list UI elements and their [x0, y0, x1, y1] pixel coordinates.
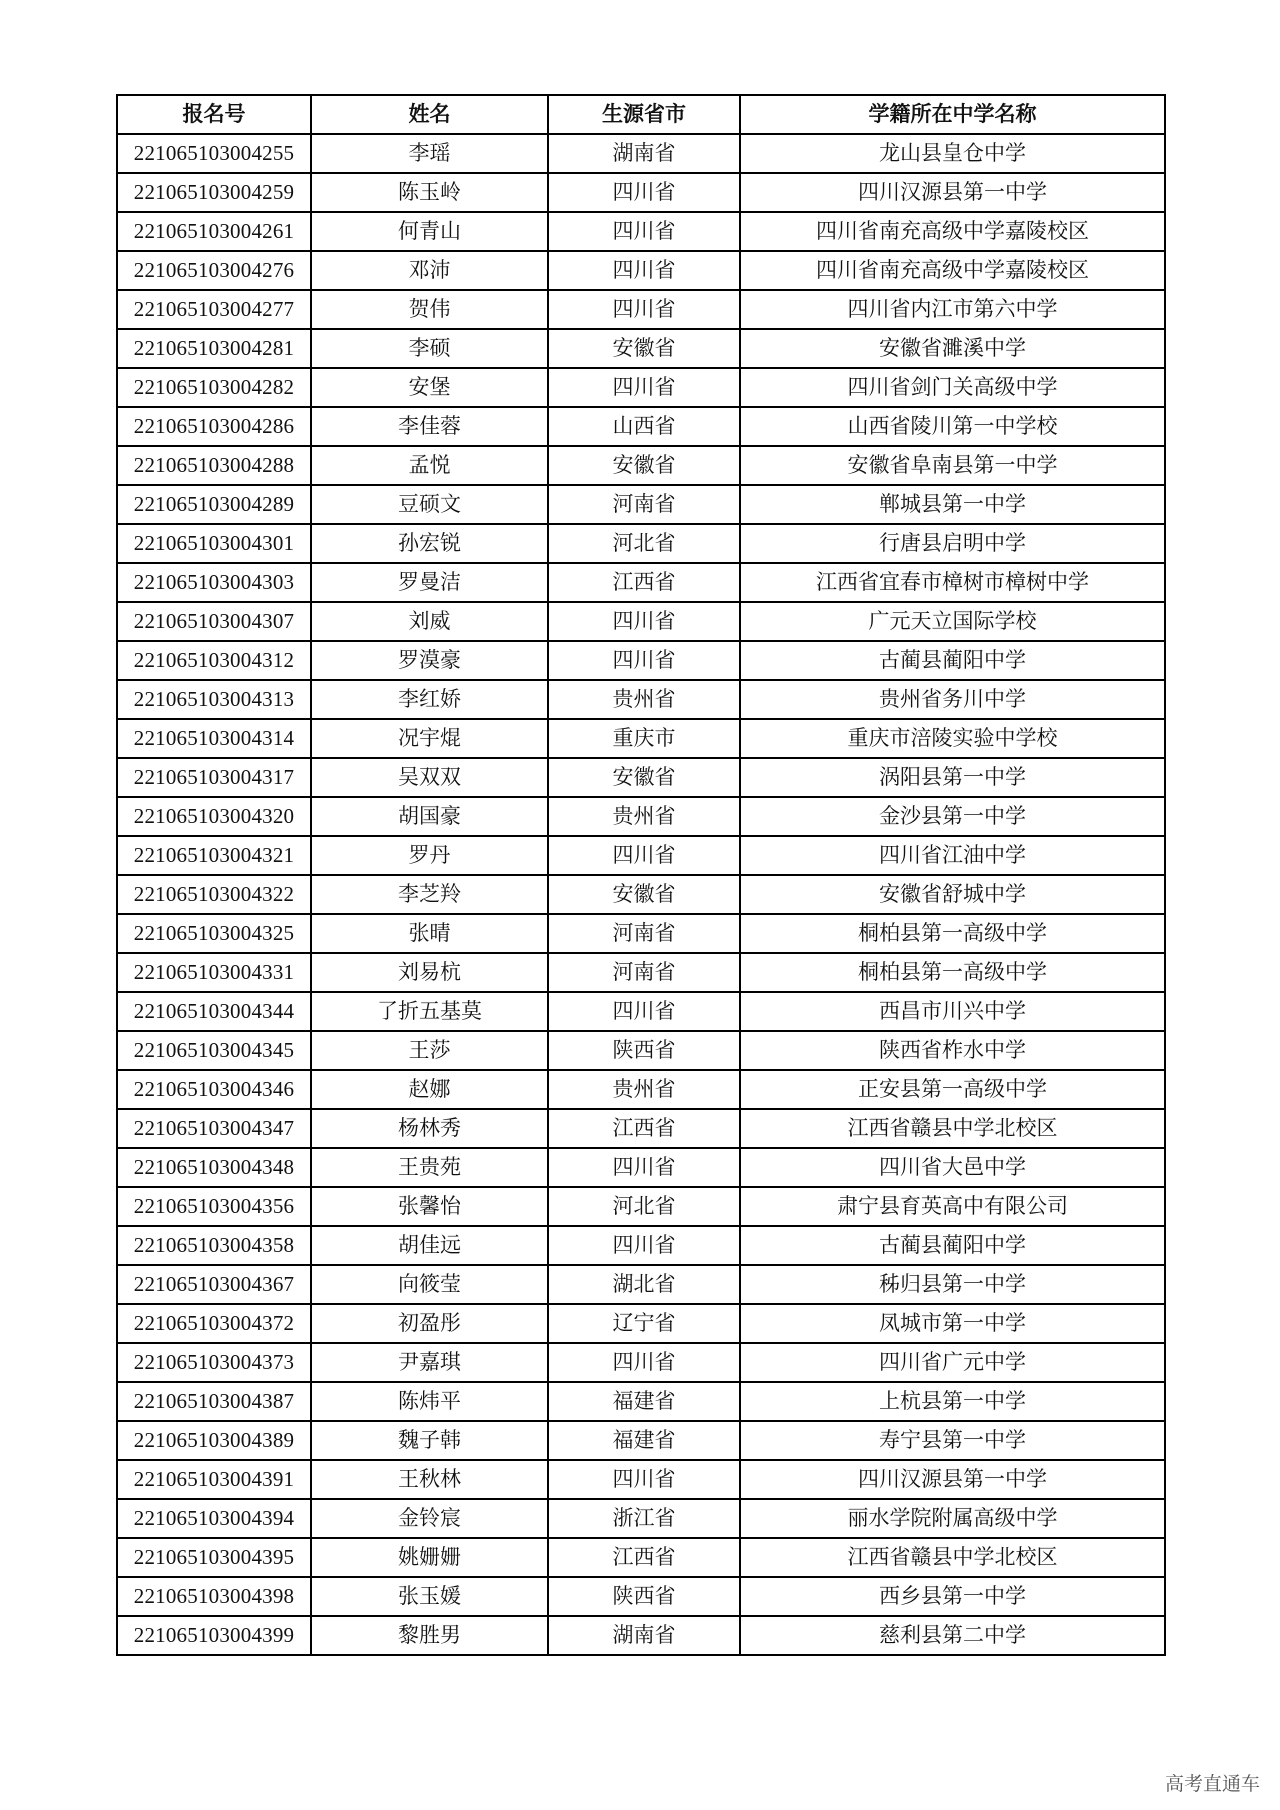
registration-number-cell: 221065103004314 — [117, 719, 311, 758]
table-row — [117, 212, 1165, 251]
table-row — [117, 758, 1165, 797]
table-row — [117, 446, 1165, 485]
table-row — [117, 524, 1165, 563]
name-cell: 金铃宸 — [311, 1499, 548, 1538]
table-row — [117, 875, 1165, 914]
province-cell: 四川省 — [548, 641, 740, 680]
registration-number-cell: 221065103004394 — [117, 1499, 311, 1538]
header-registration-number: 报名号 — [117, 95, 311, 134]
table-row — [117, 407, 1165, 446]
name-cell: 尹嘉琪 — [311, 1343, 548, 1382]
school-cell: 江西省赣县中学北校区 — [740, 1109, 1165, 1148]
registration-number-cell: 221065103004344 — [117, 992, 311, 1031]
header-province: 生源省市 — [548, 95, 740, 134]
province-cell: 四川省 — [548, 1343, 740, 1382]
province-cell: 福建省 — [548, 1382, 740, 1421]
table-row — [117, 1265, 1165, 1304]
province-cell: 安徽省 — [548, 875, 740, 914]
name-cell: 李芝羚 — [311, 875, 548, 914]
registration-number-cell: 221065103004320 — [117, 797, 311, 836]
province-cell: 河南省 — [548, 914, 740, 953]
registration-number-cell: 221065103004398 — [117, 1577, 311, 1616]
province-cell: 四川省 — [548, 992, 740, 1031]
registration-number-cell: 221065103004348 — [117, 1148, 311, 1187]
registration-number-cell: 221065103004281 — [117, 329, 311, 368]
name-cell: 王秋林 — [311, 1460, 548, 1499]
registration-number-cell: 221065103004345 — [117, 1031, 311, 1070]
province-cell: 贵州省 — [548, 797, 740, 836]
school-cell: 桐柏县第一高级中学 — [740, 914, 1165, 953]
table-row — [117, 797, 1165, 836]
table-row — [117, 1187, 1165, 1226]
school-cell: 古蔺县蔺阳中学 — [740, 641, 1165, 680]
admission-list-sheet — [116, 94, 1164, 1656]
registration-number-cell: 221065103004259 — [117, 173, 311, 212]
name-cell: 刘威 — [311, 602, 548, 641]
registration-number-cell: 221065103004261 — [117, 212, 311, 251]
name-cell: 杨林秀 — [311, 1109, 548, 1148]
province-cell: 四川省 — [548, 212, 740, 251]
province-cell: 重庆市 — [548, 719, 740, 758]
registration-number-cell: 221065103004255 — [117, 134, 311, 173]
table-row — [117, 641, 1165, 680]
school-cell: 慈利县第二中学 — [740, 1616, 1165, 1655]
table-row — [117, 485, 1165, 524]
table-body — [117, 134, 1165, 1655]
school-cell: 江西省宜春市樟树市樟树中学 — [740, 563, 1165, 602]
name-cell: 罗曼洁 — [311, 563, 548, 602]
school-cell: 四川省江油中学 — [740, 836, 1165, 875]
school-cell: 四川汉源县第一中学 — [740, 1460, 1165, 1499]
province-cell: 陕西省 — [548, 1577, 740, 1616]
registration-number-cell: 221065103004389 — [117, 1421, 311, 1460]
school-cell: 秭归县第一中学 — [740, 1265, 1165, 1304]
province-cell: 河南省 — [548, 953, 740, 992]
school-cell: 行唐县启明中学 — [740, 524, 1165, 563]
school-cell: 寿宁县第一中学 — [740, 1421, 1165, 1460]
registration-number-cell: 221065103004312 — [117, 641, 311, 680]
province-cell: 四川省 — [548, 368, 740, 407]
school-cell: 涡阳县第一中学 — [740, 758, 1165, 797]
registration-number-cell: 221065103004331 — [117, 953, 311, 992]
table-row — [117, 1499, 1165, 1538]
name-cell: 黎胜男 — [311, 1616, 548, 1655]
table-row — [117, 1538, 1165, 1577]
registration-number-cell: 221065103004395 — [117, 1538, 311, 1577]
school-cell: 贵州省务川中学 — [740, 680, 1165, 719]
watermark: 高考直通车 — [1164, 1773, 1260, 1795]
registration-number-cell: 221065103004321 — [117, 836, 311, 875]
province-cell: 四川省 — [548, 290, 740, 329]
table-row — [117, 1226, 1165, 1265]
name-cell: 张玉媛 — [311, 1577, 548, 1616]
school-cell: 桐柏县第一高级中学 — [740, 953, 1165, 992]
table-row — [117, 1382, 1165, 1421]
province-cell: 福建省 — [548, 1421, 740, 1460]
table-row — [117, 1109, 1165, 1148]
school-cell: 西乡县第一中学 — [740, 1577, 1165, 1616]
school-cell: 四川汉源县第一中学 — [740, 173, 1165, 212]
registration-number-cell: 221065103004387 — [117, 1382, 311, 1421]
table-row — [117, 134, 1165, 173]
name-cell: 刘易杭 — [311, 953, 548, 992]
name-cell: 王莎 — [311, 1031, 548, 1070]
name-cell: 胡国豪 — [311, 797, 548, 836]
header-name: 姓名 — [311, 95, 548, 134]
name-cell: 吴双双 — [311, 758, 548, 797]
name-cell: 孟悦 — [311, 446, 548, 485]
school-cell: 正安县第一高级中学 — [740, 1070, 1165, 1109]
school-cell: 凤城市第一中学 — [740, 1304, 1165, 1343]
school-cell: 龙山县皇仓中学 — [740, 134, 1165, 173]
registration-number-cell: 221065103004373 — [117, 1343, 311, 1382]
table-row — [117, 914, 1165, 953]
registration-number-cell: 221065103004358 — [117, 1226, 311, 1265]
province-cell: 四川省 — [548, 251, 740, 290]
table-row — [117, 290, 1165, 329]
registration-number-cell: 221065103004317 — [117, 758, 311, 797]
registration-number-cell: 221065103004276 — [117, 251, 311, 290]
province-cell: 安徽省 — [548, 758, 740, 797]
school-cell: 丽水学院附属高级中学 — [740, 1499, 1165, 1538]
name-cell: 胡佳远 — [311, 1226, 548, 1265]
name-cell: 姚姗姗 — [311, 1538, 548, 1577]
province-cell: 江西省 — [548, 563, 740, 602]
school-cell: 四川省大邑中学 — [740, 1148, 1165, 1187]
province-cell: 贵州省 — [548, 680, 740, 719]
province-cell: 江西省 — [548, 1109, 740, 1148]
school-cell: 陕西省柞水中学 — [740, 1031, 1165, 1070]
province-cell: 河北省 — [548, 1187, 740, 1226]
school-cell: 江西省赣县中学北校区 — [740, 1538, 1165, 1577]
name-cell: 豆硕文 — [311, 485, 548, 524]
school-cell: 广元天立国际学校 — [740, 602, 1165, 641]
table-row — [117, 992, 1165, 1031]
province-cell: 河南省 — [548, 485, 740, 524]
province-cell: 湖南省 — [548, 1616, 740, 1655]
name-cell: 李红娇 — [311, 680, 548, 719]
school-cell: 西昌市川兴中学 — [740, 992, 1165, 1031]
registration-number-cell: 221065103004289 — [117, 485, 311, 524]
name-cell: 罗漠豪 — [311, 641, 548, 680]
name-cell: 孙宏锐 — [311, 524, 548, 563]
province-cell: 湖南省 — [548, 134, 740, 173]
province-cell: 江西省 — [548, 1538, 740, 1577]
name-cell: 罗丹 — [311, 836, 548, 875]
name-cell: 初盈彤 — [311, 1304, 548, 1343]
name-cell: 况宇焜 — [311, 719, 548, 758]
table-row — [117, 173, 1165, 212]
name-cell: 何青山 — [311, 212, 548, 251]
table-header-row — [117, 95, 1165, 134]
province-cell: 四川省 — [548, 602, 740, 641]
table-row — [117, 1031, 1165, 1070]
province-cell: 四川省 — [548, 173, 740, 212]
table-row — [117, 1148, 1165, 1187]
province-cell: 四川省 — [548, 1226, 740, 1265]
province-cell: 湖北省 — [548, 1265, 740, 1304]
school-cell: 安徽省阜南县第一中学 — [740, 446, 1165, 485]
registration-number-cell: 221065103004367 — [117, 1265, 311, 1304]
school-cell: 四川省内江市第六中学 — [740, 290, 1165, 329]
name-cell: 赵娜 — [311, 1070, 548, 1109]
province-cell: 四川省 — [548, 1460, 740, 1499]
registration-number-cell: 221065103004307 — [117, 602, 311, 641]
name-cell: 陈玉岭 — [311, 173, 548, 212]
province-cell: 安徽省 — [548, 329, 740, 368]
table-row — [117, 251, 1165, 290]
school-cell: 山西省陵川第一中学校 — [740, 407, 1165, 446]
registration-number-cell: 221065103004347 — [117, 1109, 311, 1148]
table-row — [117, 719, 1165, 758]
name-cell: 陈炜平 — [311, 1382, 548, 1421]
registration-number-cell: 221065103004325 — [117, 914, 311, 953]
table-row — [117, 329, 1165, 368]
table-row — [117, 836, 1165, 875]
table-row — [117, 563, 1165, 602]
registration-number-cell: 221065103004356 — [117, 1187, 311, 1226]
school-cell: 四川省广元中学 — [740, 1343, 1165, 1382]
province-cell: 贵州省 — [548, 1070, 740, 1109]
header-school: 学籍所在中学名称 — [740, 95, 1165, 134]
registration-number-cell: 221065103004391 — [117, 1460, 311, 1499]
table-row — [117, 953, 1165, 992]
school-cell: 重庆市涪陵实验中学校 — [740, 719, 1165, 758]
school-cell: 四川省南充高级中学嘉陵校区 — [740, 251, 1165, 290]
name-cell: 了折五基莫 — [311, 992, 548, 1031]
school-cell: 四川省剑门关高级中学 — [740, 368, 1165, 407]
school-cell: 肃宁县育英高中有限公司 — [740, 1187, 1165, 1226]
registration-number-cell: 221065103004277 — [117, 290, 311, 329]
school-cell: 四川省南充高级中学嘉陵校区 — [740, 212, 1165, 251]
school-cell: 安徽省舒城中学 — [740, 875, 1165, 914]
school-cell: 上杭县第一中学 — [740, 1382, 1165, 1421]
school-cell: 安徽省濉溪中学 — [740, 329, 1165, 368]
name-cell: 贺伟 — [311, 290, 548, 329]
name-cell: 王贵苑 — [311, 1148, 548, 1187]
table-row — [117, 1421, 1165, 1460]
name-cell: 李硕 — [311, 329, 548, 368]
table-row — [117, 1343, 1165, 1382]
registration-number-cell: 221065103004346 — [117, 1070, 311, 1109]
name-cell: 魏子韩 — [311, 1421, 548, 1460]
registration-number-cell: 221065103004286 — [117, 407, 311, 446]
school-cell: 古蔺县蔺阳中学 — [740, 1226, 1165, 1265]
name-cell: 张馨怡 — [311, 1187, 548, 1226]
school-cell: 金沙县第一中学 — [740, 797, 1165, 836]
province-cell: 四川省 — [548, 1148, 740, 1187]
registration-number-cell: 221065103004282 — [117, 368, 311, 407]
registration-number-cell: 221065103004313 — [117, 680, 311, 719]
name-cell: 张晴 — [311, 914, 548, 953]
registration-number-cell: 221065103004303 — [117, 563, 311, 602]
registration-number-cell: 221065103004301 — [117, 524, 311, 563]
province-cell: 陕西省 — [548, 1031, 740, 1070]
province-cell: 安徽省 — [548, 446, 740, 485]
table-row — [117, 1304, 1165, 1343]
table-row — [117, 1577, 1165, 1616]
table-row — [117, 1616, 1165, 1655]
name-cell: 向筱莹 — [311, 1265, 548, 1304]
table-row — [117, 368, 1165, 407]
table-row — [117, 680, 1165, 719]
province-cell: 四川省 — [548, 836, 740, 875]
name-cell: 李佳蓉 — [311, 407, 548, 446]
province-cell: 河北省 — [548, 524, 740, 563]
admission-table — [116, 94, 1166, 1656]
province-cell: 辽宁省 — [548, 1304, 740, 1343]
name-cell: 李瑶 — [311, 134, 548, 173]
table-row — [117, 1460, 1165, 1499]
name-cell: 安堡 — [311, 368, 548, 407]
name-cell: 邓沛 — [311, 251, 548, 290]
registration-number-cell: 221065103004399 — [117, 1616, 311, 1655]
province-cell: 山西省 — [548, 407, 740, 446]
registration-number-cell: 221065103004372 — [117, 1304, 311, 1343]
registration-number-cell: 221065103004322 — [117, 875, 311, 914]
table-row — [117, 1070, 1165, 1109]
registration-number-cell: 221065103004288 — [117, 446, 311, 485]
school-cell: 郸城县第一中学 — [740, 485, 1165, 524]
table-row — [117, 602, 1165, 641]
province-cell: 浙江省 — [548, 1499, 740, 1538]
